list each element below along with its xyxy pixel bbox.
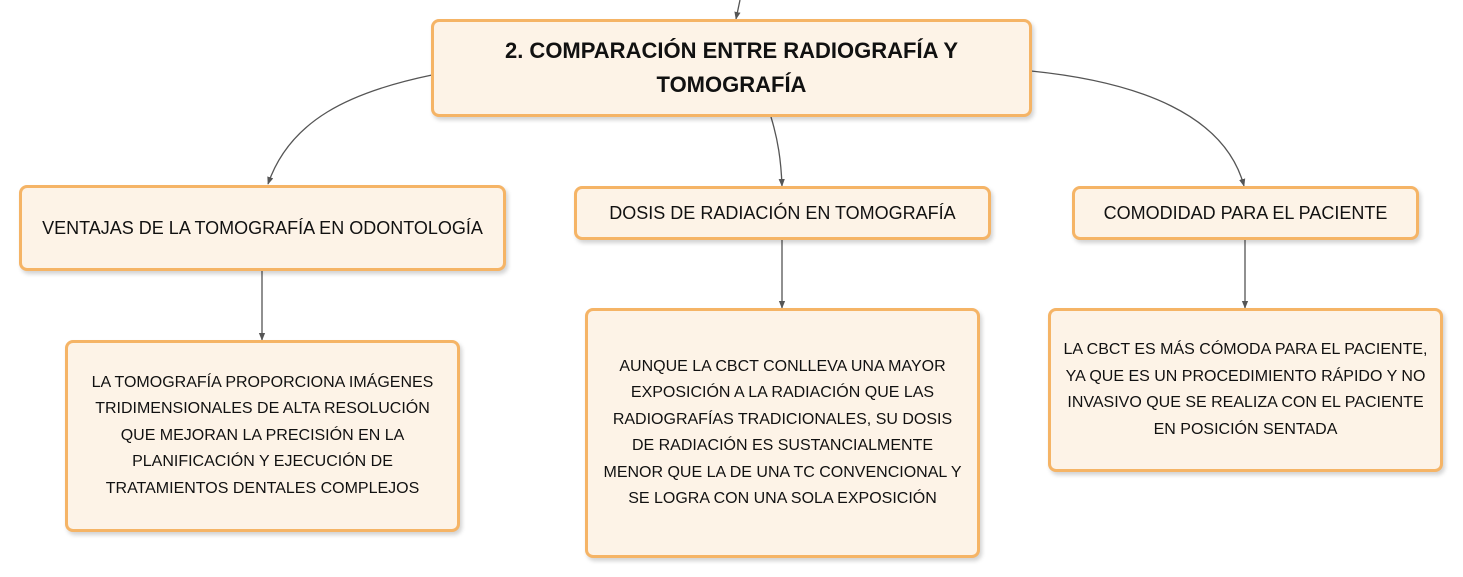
branch-node-dosis[interactable] <box>574 186 991 240</box>
branch-node-ventajas[interactable] <box>19 185 506 271</box>
branch-label-ventajas: VENTAJAS DE LA TOMOGRAFÍA EN ODONTOLOGÍA <box>42 217 483 238</box>
detail-node-dosis[interactable] <box>585 308 980 558</box>
detail-text-comodidad: LA CBCT ES MÁS CÓMODA PARA EL PACIENTE, YA QUE ES UN PROCEDIMIENTO RÁPIDO Y NO INVASIVO QUE SE REALIZA CON EL PACIENTE EN POSICIÓN SENTADA <box>1063 341 1428 438</box>
branch-label-dosis: DOSIS DE RADIACIÓN EN TOMOGRAFÍA <box>609 202 956 223</box>
branch-label-comodidad: COMODIDAD PARA EL PACIENTE <box>1103 202 1388 223</box>
detail-text-dosis: AUNQUE LA CBCT CONLLEVA UNA MAYOR EXPOSICIÓN A LA RADIACIÓN QUE LAS RADIOGRAFÍAS TRADICIONALES, SU DOSIS DE RADIACIÓN ES SUSTANCIALMENTE MENOR QUE LA DE UNA TC CONVENCIONAL Y SE LOGRA CON UNA SOLA EXPOSICIÓN <box>603 357 962 507</box>
connector-root-to-dosis <box>771 117 782 186</box>
detail-text-ventajas: LA TOMOGRAFÍA PROPORCIONA IMÁGENES TRIDIMENSIONALES DE ALTA RESOLUCIÓN QUE MEJORAN LA PRECISIÓN EN LA PLANIFICACIÓN Y EJECUCIÓN DE TRATAMIENTOS DENTALES COMPLEJOS <box>91 373 434 497</box>
detail-node-comodidad[interactable] <box>1048 308 1443 472</box>
root-node[interactable] <box>431 19 1032 117</box>
root-title: 2. COMPARACIÓN ENTRE RADIOGRAFÍA Y TOMOGRAFÍA <box>504 38 959 97</box>
connector-root-to-ventajas <box>268 75 432 184</box>
connector-incoming <box>736 0 740 19</box>
detail-node-ventajas[interactable] <box>65 340 460 532</box>
branch-node-comodidad[interactable] <box>1072 186 1419 240</box>
connector-root-to-comodidad <box>1031 71 1244 186</box>
